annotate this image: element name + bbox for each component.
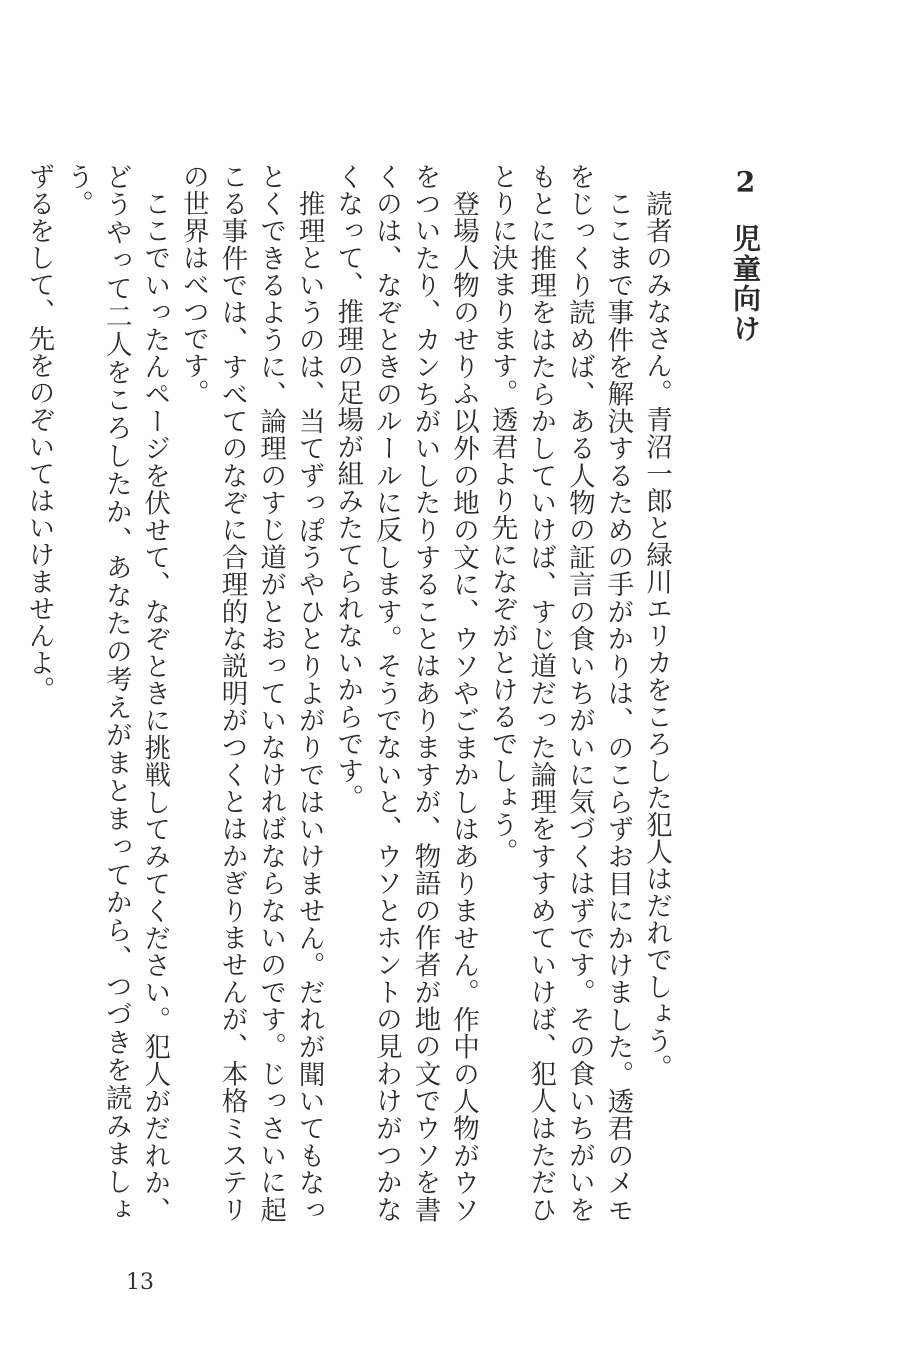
- chapter-title: 児童向け: [729, 224, 762, 344]
- paragraph-3: 登場人物のせりふ以外の地の文に、ウソやごまかしはありません。作中の人物がウソをついたり、カンちがいしたりすることはありますが、物語の作者が地の文でウソを書くのは、なぞときのルールに反します。そうでないと、ウソとホントの見わけがつかなくなって、推理の足場が組みたてられないからです。: [332, 163, 480, 1223]
- body-text: [23, 163, 675, 1223]
- paragraph-6: ずるをして、先をのぞいてはいけませんよ。: [23, 163, 55, 703]
- paragraph-5: ここでいったんページを伏せて、なぞときに挑戦してみてください。犯人がだれか、どうやって二人をころしたか、あなたの考えがまとまってから、つづきを読みましょう。: [62, 163, 171, 1223]
- chapter-number: 2: [735, 168, 756, 196]
- page-number: 13: [126, 1270, 154, 1295]
- paragraph-2: ここまで事件を解決するための手がかりは、のこらずお目にかけました。透君のメモをじっくり読めば、ある人物の証言の食いちがいに気づくはずです。その食いちがいをもとに推理をはたらかしていけば、すじ道だった論理をすすめていけば、犯人はただひとりに決まります。透君より先になぞがとけるでしょう。: [486, 163, 634, 1223]
- paragraph-4: 推理というのは、当てずっぽうやひとりよがりではいけません。だれが聞いてもなっとくできるように、論理のすじ道がとおっていなければならないのです。じっさいに起こる事件では、すべてのなぞに合理的な説明がつくとはかぎりませんが、本格ミステリの世界はべつです。: [177, 163, 325, 1223]
- chapter-heading: [725, 168, 765, 344]
- paragraph-1: 読者のみなさん。青沼一郎と緑川エリカをころした犯人はだれでしょう。: [641, 189, 672, 1081]
